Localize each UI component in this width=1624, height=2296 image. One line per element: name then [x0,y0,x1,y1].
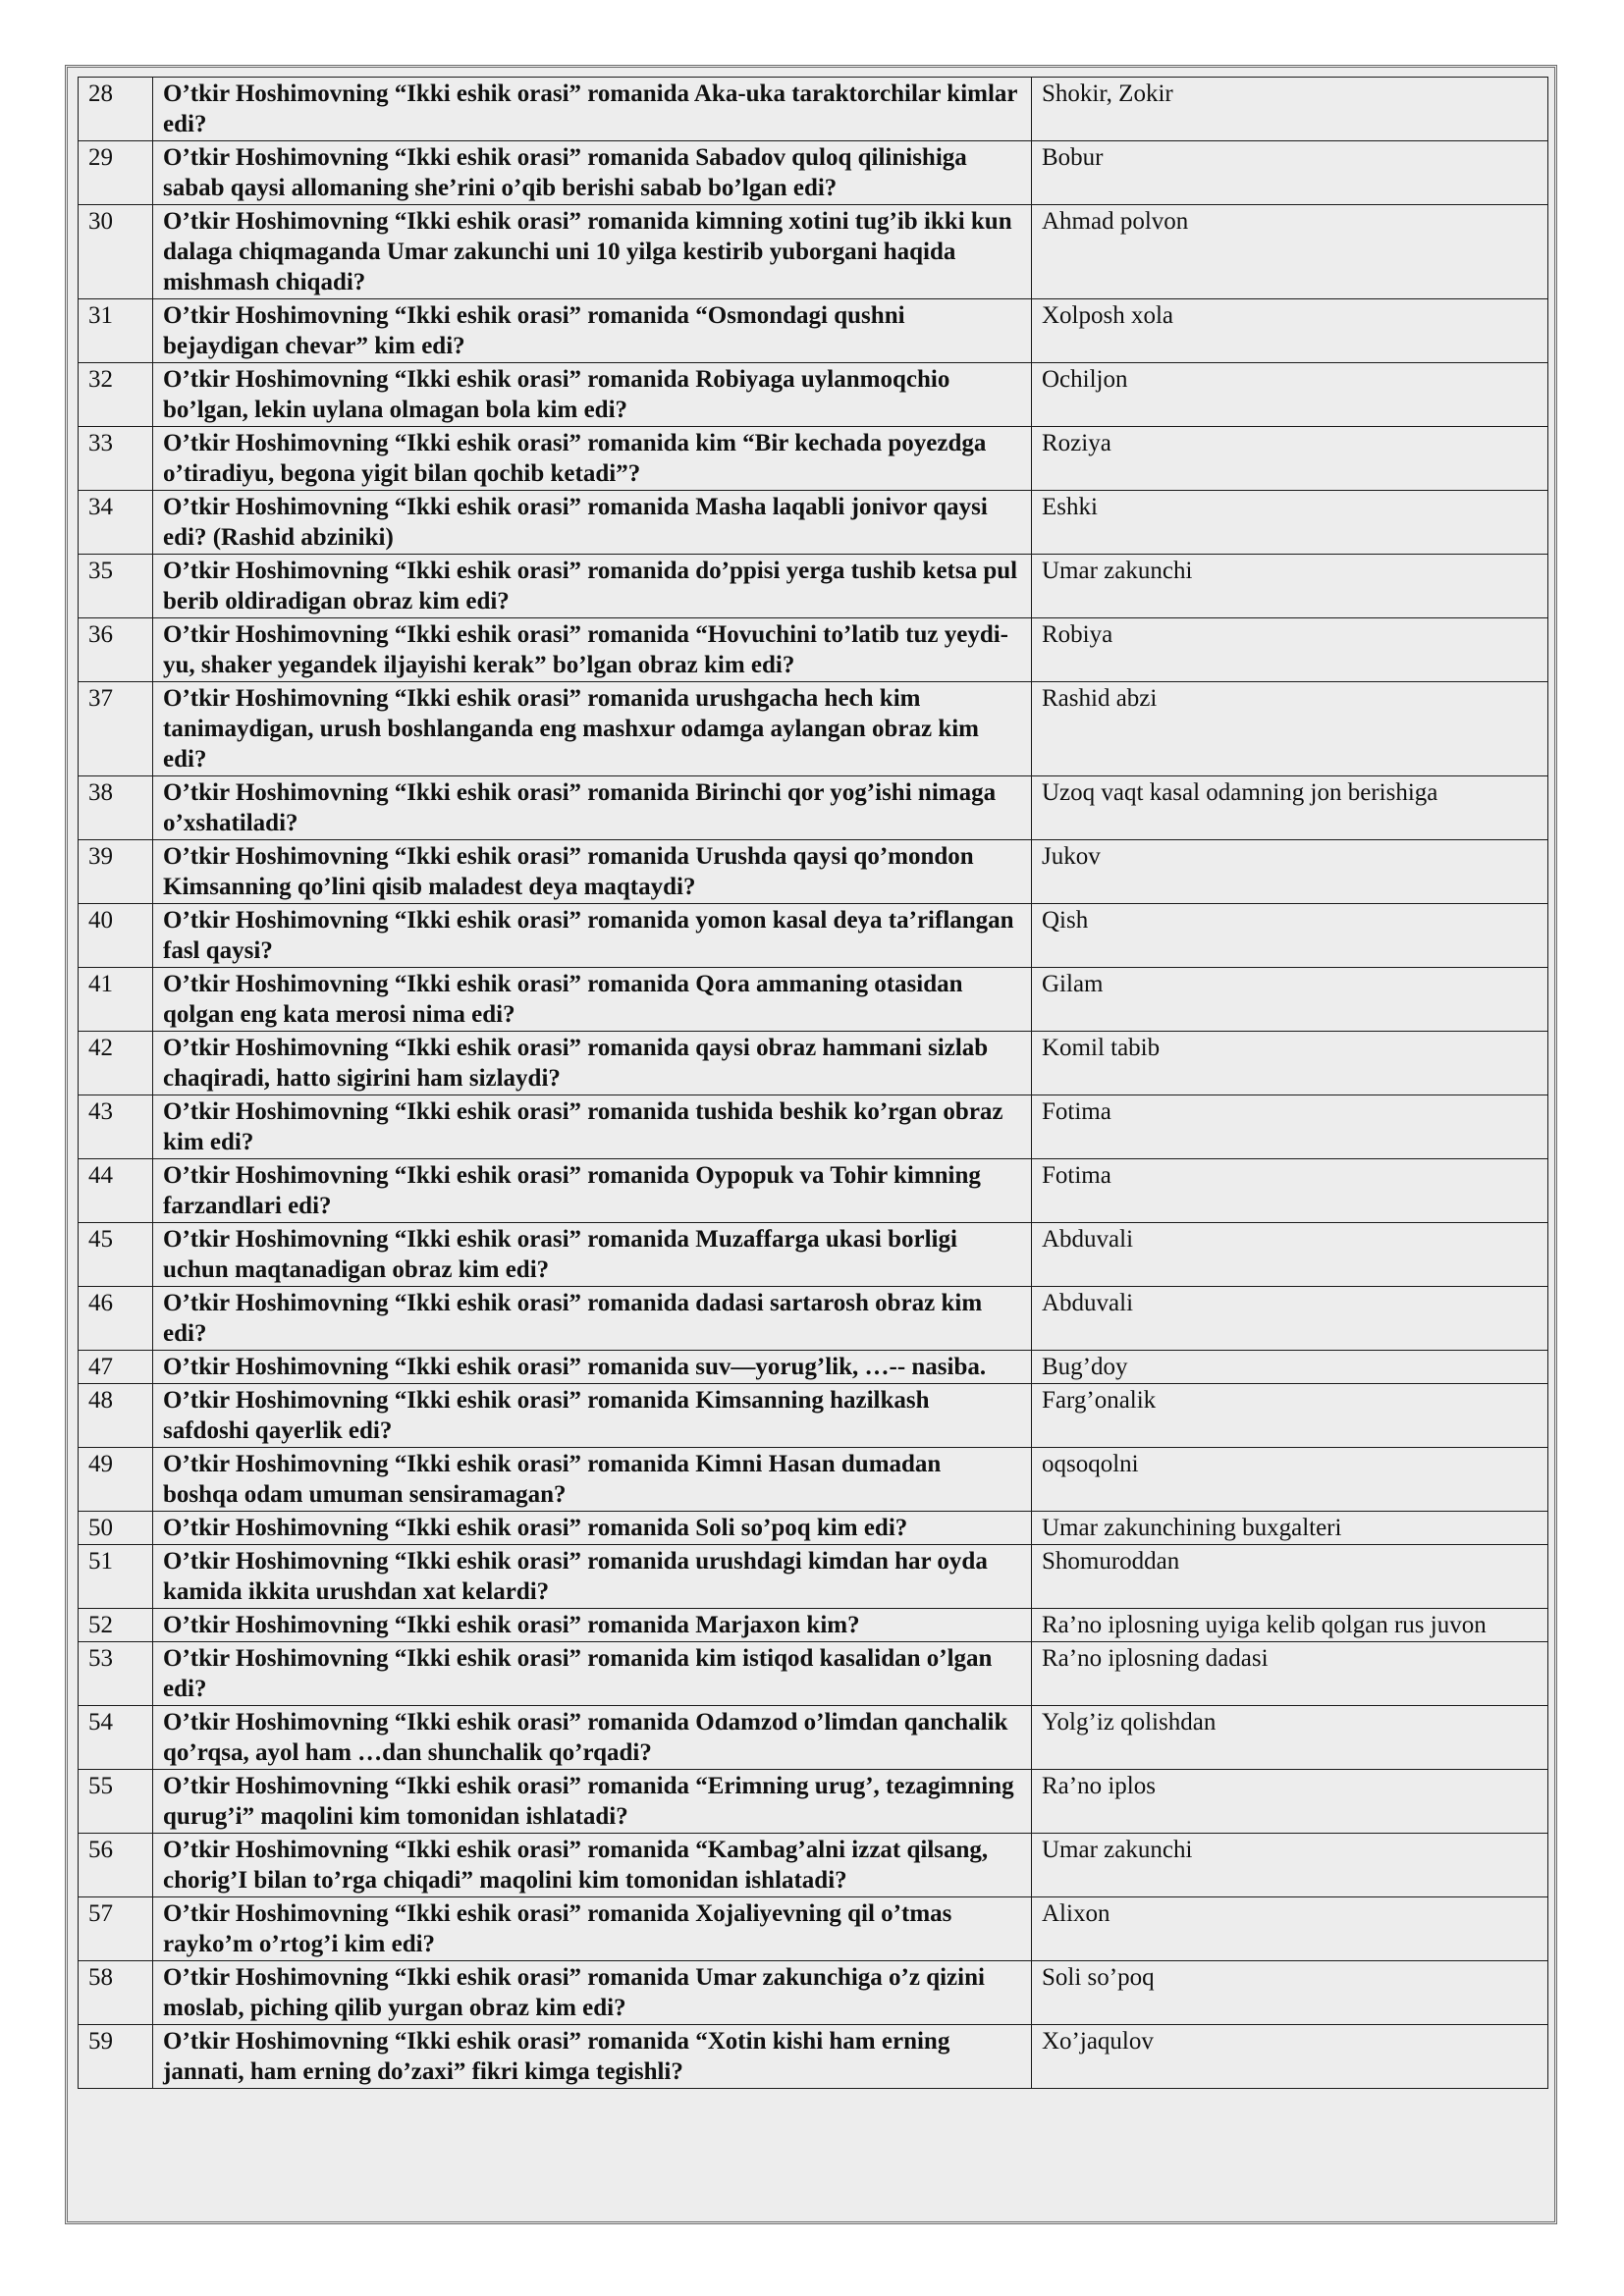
row-number: 36 [79,618,153,682]
question-text: O’tkir Hoshimovning “Ikki eshik orasi” romanida Muzaffarga ukasi borligi uchun maqtanadigan obraz kim edi? [153,1223,1032,1287]
answer-text: Abduvali [1032,1223,1548,1287]
question-text: O’tkir Hoshimovning “Ikki eshik orasi” romanida Xojaliyevning qil o’tmas rayko’m o’rtog’i kim edi? [153,1897,1032,1961]
table-row [79,682,1548,776]
row-number: 56 [79,1834,153,1897]
answer-text: Farg’onalik [1032,1384,1548,1448]
table-row [79,1384,1548,1448]
answer-text: Komil tabib [1032,1032,1548,1095]
answer-text: Shokir, Zokir [1032,78,1548,141]
table-row [79,618,1548,682]
row-number: 44 [79,1159,153,1223]
answer-text: Bug’doy [1032,1351,1548,1384]
question-text: O’tkir Hoshimovning “Ikki eshik orasi” romanida Urushda qaysi qo’mondon Kimsanning qo’lini qisib maladest deya maqtaydi? [153,840,1032,904]
answer-text: Soli so’poq [1032,1961,1548,2025]
table-row [79,1287,1548,1351]
table-row [79,363,1548,427]
question-text: O’tkir Hoshimovning “Ikki eshik orasi” romanida Oypopuk va Tohir kimning farzandlari edi? [153,1159,1032,1223]
answer-text: Ahmad polvon [1032,205,1548,299]
answer-text: Fotima [1032,1159,1548,1223]
row-number: 57 [79,1897,153,1961]
answer-text: Jukov [1032,840,1548,904]
row-number: 53 [79,1642,153,1706]
question-text: O’tkir Hoshimovning “Ikki eshik orasi” romanida Umar zakunchiga o’z qizini moslab, piching qilib yurgan obraz kim edi? [153,1961,1032,2025]
table-row [79,1609,1548,1642]
question-text: O’tkir Hoshimovning “Ikki eshik orasi” romanida Kimsanning hazilkash safdoshi qayerlik edi? [153,1384,1032,1448]
row-number: 29 [79,141,153,205]
table-row [79,491,1548,555]
table-row [79,968,1548,1032]
question-text: O’tkir Hoshimovning “Ikki eshik orasi” romanida kimning xotini tug’ib ikki kun dalaga chiqmaganda Umar zakunchi uni 10 yilga kestirib yuborgani haqida mishmash chiqadi? [153,205,1032,299]
question-text: O’tkir Hoshimovning “Ikki eshik orasi” romanida Sabadov quloq qilinishiga sabab qaysi allomaning she’rini o’qib berishi sabab bo’lgan edi? [153,141,1032,205]
answer-text: Ra’no iplos [1032,1770,1548,1834]
answer-text: Xolposh xola [1032,299,1548,363]
row-number: 42 [79,1032,153,1095]
answer-text: Umar zakunchi [1032,1834,1548,1897]
question-text: O’tkir Hoshimovning “Ikki eshik orasi” romanida Kimni Hasan dumadan boshqa odam umuman sensiramagan? [153,1448,1032,1512]
answer-text: Robiya [1032,618,1548,682]
answer-text: Xo’jaqulov [1032,2025,1548,2089]
table-row [79,1770,1548,1834]
row-number: 58 [79,1961,153,2025]
question-text: O’tkir Hoshimovning “Ikki eshik orasi” romanida do’ppisi yerga tushib ketsa pul berib oldiradigan obraz kim edi? [153,555,1032,618]
table-row [79,1834,1548,1897]
answer-text: Ochiljon [1032,363,1548,427]
answer-text: Abduvali [1032,1287,1548,1351]
answer-text: Ra’no iplosning dadasi [1032,1642,1548,1706]
answer-text: Rashid abzi [1032,682,1548,776]
table-row [79,78,1548,141]
question-text: O’tkir Hoshimovning “Ikki eshik orasi” romanida Masha laqabli jonivor qaysi edi? (Rashid abziniki) [153,491,1032,555]
row-number: 32 [79,363,153,427]
row-number: 35 [79,555,153,618]
answer-text: Bobur [1032,141,1548,205]
row-number: 28 [79,78,153,141]
table-row [79,1095,1548,1159]
table-row [79,1351,1548,1384]
table-row [79,2025,1548,2089]
question-text: O’tkir Hoshimovning “Ikki eshik orasi” romanida “Erimning urug’, tezagimning qurug’i” maqolini kim tomonidan ishlatadi? [153,1770,1032,1834]
answer-text: Fotima [1032,1095,1548,1159]
row-number: 55 [79,1770,153,1834]
table-row [79,1961,1548,2025]
question-text: O’tkir Hoshimovning “Ikki eshik orasi” romanida kim istiqod kasalidan o’lgan edi? [153,1642,1032,1706]
row-number: 33 [79,427,153,491]
table-row [79,1897,1548,1961]
answer-text: Roziya [1032,427,1548,491]
answer-text: Umar zakunchining buxgalteri [1032,1512,1548,1545]
table-row [79,1706,1548,1770]
row-number: 30 [79,205,153,299]
table-row [79,1448,1548,1512]
row-number: 54 [79,1706,153,1770]
table-row [79,904,1548,968]
question-text: O’tkir Hoshimovning “Ikki eshik orasi” romanida Qora ammaning otasidan qolgan eng kata merosi nima edi? [153,968,1032,1032]
row-number: 47 [79,1351,153,1384]
row-number: 48 [79,1384,153,1448]
row-number: 34 [79,491,153,555]
question-text: O’tkir Hoshimovning “Ikki eshik orasi” romanida “Osmondagi qushni bejaydigan chevar” kim edi? [153,299,1032,363]
table-row [79,141,1548,205]
row-number: 39 [79,840,153,904]
question-text: O’tkir Hoshimovning “Ikki eshik orasi” romanida Birinchi qor yog’ishi nimaga o’xshatiladi? [153,776,1032,840]
table-row [79,776,1548,840]
answer-text: Umar zakunchi [1032,555,1548,618]
answer-text: Gilam [1032,968,1548,1032]
table-row [79,427,1548,491]
row-number: 40 [79,904,153,968]
row-number: 45 [79,1223,153,1287]
table-row [79,840,1548,904]
row-number: 59 [79,2025,153,2089]
table-row [79,1512,1548,1545]
question-text: O’tkir Hoshimovning “Ikki eshik orasi” romanida Soli so’poq kim edi? [153,1512,1032,1545]
table-body [79,78,1548,2089]
question-text: O’tkir Hoshimovning “Ikki eshik orasi” romanida urushgacha hech kim tanimaydigan, urush boshlanganda eng mashxur odamga aylangan obraz kim edi? [153,682,1032,776]
question-answer-table [78,77,1548,2089]
row-number: 43 [79,1095,153,1159]
row-number: 49 [79,1448,153,1512]
table-row [79,1545,1548,1609]
row-number: 37 [79,682,153,776]
answer-text: Qish [1032,904,1548,968]
table-row [79,1159,1548,1223]
table-row [79,1223,1548,1287]
answer-text: Alixon [1032,1897,1548,1961]
question-text: O’tkir Hoshimovning “Ikki eshik orasi” romanida kim “Bir kechada poyezdga o’tiradiyu, begona yigit bilan qochib ketadi”? [153,427,1032,491]
table-row [79,205,1548,299]
question-text: O’tkir Hoshimovning “Ikki eshik orasi” romanida urushdagi kimdan har oyda kamida ikkita urushdan xat kelardi? [153,1545,1032,1609]
answer-text: oqsoqolni [1032,1448,1548,1512]
row-number: 52 [79,1609,153,1642]
question-text: O’tkir Hoshimovning “Ikki eshik orasi” romanida suv—yorug’lik, …-- nasiba. [153,1351,1032,1384]
question-text: O’tkir Hoshimovning “Ikki eshik orasi” romanida Marjaxon kim? [153,1609,1032,1642]
row-number: 41 [79,968,153,1032]
answer-text: Shomuroddan [1032,1545,1548,1609]
table-row [79,555,1548,618]
question-text: O’tkir Hoshimovning “Ikki eshik orasi” romanida Aka-uka taraktorchilar kimlar edi? [153,78,1032,141]
answer-text: Uzoq vaqt kasal odamning jon berishiga [1032,776,1548,840]
question-text: O’tkir Hoshimovning “Ikki eshik orasi” romanida qaysi obraz hammani sizlab chaqiradi, hatto sigirini ham sizlaydi? [153,1032,1032,1095]
question-text: O’tkir Hoshimovning “Ikki eshik orasi” romanida Robiyaga uylanmoqchio bo’lgan, lekin uylana olmagan bola kim edi? [153,363,1032,427]
answer-text: Eshki [1032,491,1548,555]
question-text: O’tkir Hoshimovning “Ikki eshik orasi” romanida “Kambag’alni izzat qilsang, chorig’I bilan to’rga chiqadi” maqolini kim tomonidan ishlatadi? [153,1834,1032,1897]
answer-text: Ra’no iplosning uyiga kelib qolgan rus juvon [1032,1609,1548,1642]
row-number: 31 [79,299,153,363]
question-text: O’tkir Hoshimovning “Ikki eshik orasi” romanida “Xotin kishi ham erning jannati, ham erning do’zaxi” fikri kimga tegishli? [153,2025,1032,2089]
question-text: O’tkir Hoshimovning “Ikki eshik orasi” romanida dadasi sartarosh obraz kim edi? [153,1287,1032,1351]
question-text: O’tkir Hoshimovning “Ikki eshik orasi” romanida yomon kasal deya ta’riflangan fasl qaysi? [153,904,1032,968]
row-number: 46 [79,1287,153,1351]
row-number: 38 [79,776,153,840]
table-row [79,299,1548,363]
table-row [79,1032,1548,1095]
question-text: O’tkir Hoshimovning “Ikki eshik orasi” romanida “Hovuchini to’latib tuz yeydi-yu, shaker yegandek iljayishi kerak” bo’lgan obraz kim edi? [153,618,1032,682]
row-number: 51 [79,1545,153,1609]
question-text: O’tkir Hoshimovning “Ikki eshik orasi” romanida tushida beshik ko’rgan obraz kim edi? [153,1095,1032,1159]
answer-text: Yolg’iz qolishdan [1032,1706,1548,1770]
question-text: O’tkir Hoshimovning “Ikki eshik orasi” romanida Odamzod o’limdan qanchalik qo’rqsa, ayol ham …dan shunchalik qo’rqadi? [153,1706,1032,1770]
table-row [79,1642,1548,1706]
row-number: 50 [79,1512,153,1545]
